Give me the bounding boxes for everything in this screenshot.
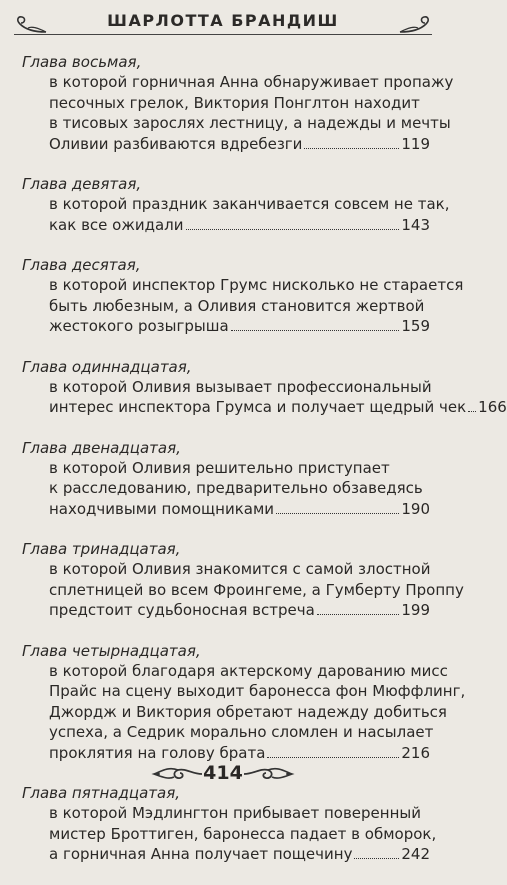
description-line: Оливии разбиваются вдребезги	[49, 134, 303, 153]
description-line: в которой Оливия решительно приступает	[49, 458, 390, 477]
description-line: быть любезным, а Оливия становится жертвой	[49, 296, 425, 315]
chapter-page-number: 199	[401, 601, 430, 619]
page-footer	[0, 760, 446, 790]
toc-entry	[22, 539, 464, 621]
toc-entry	[22, 52, 454, 154]
dot-leader	[354, 858, 399, 859]
flourish-ornament-icon	[242, 764, 294, 784]
dot-leader	[186, 229, 400, 230]
description-line: мистер Броттиген, баронесса падает в обморок,	[49, 824, 437, 843]
description-line: в тисовых зарослях лестницу, а надежды и мечты	[49, 114, 451, 132]
toc-entry	[22, 174, 450, 235]
description-line: в которой праздник заканчивается совсем не так,	[49, 195, 450, 213]
chapter-page-number: 119	[401, 134, 430, 153]
chapter-heading: Глава тринадцатая,	[22, 540, 181, 558]
chapter-description	[22, 559, 464, 621]
chapter-description	[22, 803, 437, 865]
book-author-title: ШАРЛОТТА БРАНДИШ	[107, 11, 339, 30]
description-line: как все ожидали	[49, 215, 184, 234]
chapter-heading: Глава восьмая,	[22, 53, 142, 71]
dot-leader	[267, 757, 399, 758]
description-line: в которой Оливия знакомится с самой злостной	[49, 560, 431, 578]
chapter-heading: Глава двенадцатая,	[22, 438, 181, 457]
description-line: песочных грелок, Виктория Понглтон находит	[49, 93, 420, 112]
description-line: в которой Мэдлингтон прибывает поверенный	[49, 804, 421, 822]
description-line: в которой инспектор Грумс нисколько не старается	[49, 276, 464, 294]
description-line: Прайс на сцену выходит баронесса фон Мюффлинг,	[49, 682, 466, 700]
chapter-description	[22, 194, 450, 235]
chapter-heading: Глава четырнадцатая,	[22, 641, 201, 660]
toc-entry	[22, 255, 464, 337]
running-header	[0, 0, 446, 40]
description-line: успеха, а Седрик морально сломлен и насылает	[49, 723, 434, 741]
description-line: к расследованию, предварительно обзаведясь	[49, 479, 423, 497]
description-line: предстоит судьбоносная встреча	[49, 601, 315, 619]
dot-leader	[231, 330, 400, 331]
description-last-line	[49, 844, 430, 865]
chapter-heading: Глава пятнадцатая,	[22, 784, 180, 802]
chapter-description	[22, 661, 466, 764]
description-line: в которой горничная Анна обнаруживает пропажу	[49, 73, 454, 91]
chapter-heading: Глава девятая,	[22, 175, 142, 193]
chapter-page-number: 143	[401, 215, 430, 234]
dot-leader	[317, 614, 400, 615]
chapter-page-number: 242	[401, 845, 430, 863]
description-line: в которой благодаря актерскому дарованию мисс	[49, 661, 448, 680]
description-last-line	[49, 215, 430, 236]
toc-entry	[22, 783, 437, 865]
dot-leader	[304, 148, 399, 149]
chapter-page-number: 216	[401, 743, 430, 762]
flourish-ornament-icon	[398, 14, 434, 36]
chapter-page-number: 190	[401, 499, 430, 518]
chapter-page-number: 166	[478, 398, 507, 416]
chapter-description	[22, 275, 464, 337]
toc-entry	[22, 641, 466, 764]
description-line: находчивыми помощниками	[49, 499, 275, 518]
header-rule	[14, 34, 432, 35]
toc-entry	[22, 357, 507, 418]
chapter-description	[22, 458, 430, 520]
description-last-line	[49, 600, 430, 621]
chapter-page-number: 159	[401, 317, 430, 335]
description-line: а горничная Анна получает пощечину	[49, 845, 353, 863]
page-number: 414	[203, 762, 243, 784]
description-last-line	[49, 397, 507, 418]
description-line: Джордж и Виктория обретают надежду добиться	[49, 702, 447, 721]
description-line: интерес инспектора Грумса и получает щедрый чек	[49, 398, 467, 416]
dot-leader	[276, 513, 399, 514]
description-line: сплетницей во всем Фроингеме, а Гумберту Проппу	[49, 580, 464, 599]
chapter-heading: Глава десятая,	[22, 256, 141, 274]
chapter-description	[22, 377, 507, 418]
dot-leader	[468, 411, 476, 412]
chapter-description	[22, 72, 454, 154]
chapter-heading: Глава одиннадцатая,	[22, 357, 192, 376]
description-line: в которой Оливия вызывает профессиональный	[49, 377, 432, 396]
description-line: жестокого розыгрыша	[49, 317, 229, 335]
description-last-line	[49, 134, 430, 155]
description-last-line	[49, 499, 430, 520]
description-last-line	[49, 316, 430, 337]
description-line: проклятия на голову брата	[49, 743, 266, 762]
toc-entry	[22, 438, 430, 520]
